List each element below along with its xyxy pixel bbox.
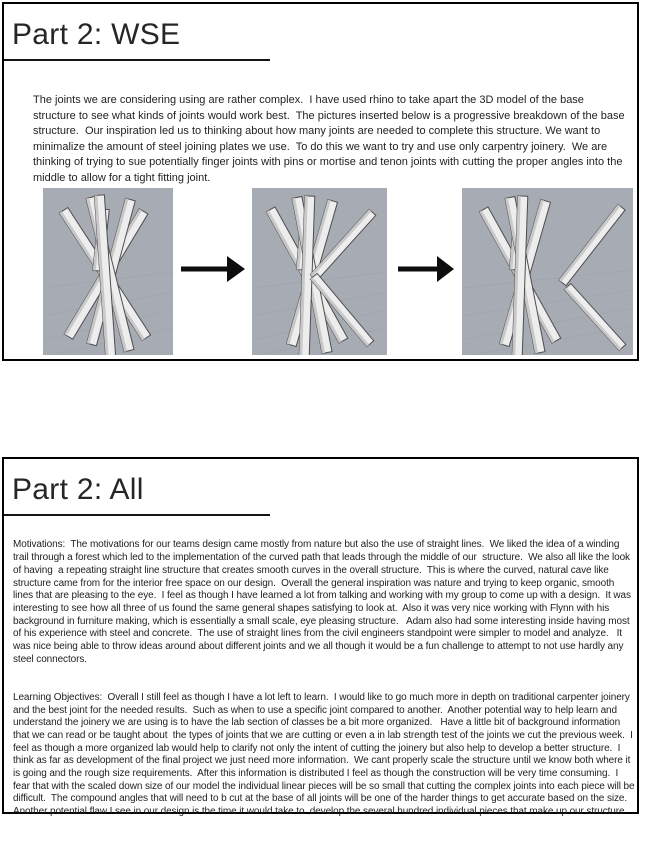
model-figure-row — [4, 4, 637, 359]
rhino-model-stage-3-image — [462, 188, 633, 355]
rhino-model-viewport-2 — [252, 188, 387, 355]
slide-wse — [2, 2, 639, 361]
slide-title-wse: Part 2: WSE — [12, 18, 181, 51]
rhino-model-viewport-1 — [43, 188, 173, 355]
arrow-right-icon — [181, 256, 245, 287]
rhino-model-viewport-3 — [462, 188, 633, 355]
slide-title-all: Part 2: All — [12, 473, 144, 506]
all-body-text — [13, 514, 638, 844]
learning-objectives-paragraph: Learning Objectives: Overall I still feel as though I have a lot left to learn. I would like to go much more in depth on traditional carpenter joinery and the best joint for the needed results. Such as when to use a specific joint compared to another. Another potential way to help learn and understand the joinery we are using is to have the lab section of classes be a bit more organized. Have a little bit of background information that we can read or be taught about the types of joints that we are cutting or even a in lab strength test of the joints we cut the previous week. I feel as though a more organized lab would help to clarify not only the intent of cutting the joinery but also help to develop a better structure. I think as far as development of the final project we just need more information. We cant properly scale the structure until we know both where it is going and the rough size requirements. After this information is distributed I feel as though the construction will be very time consuming. I fear that with the scaled down size of our model the individual linear pieces will be so small that cutting the complex joints into each piece will be difficult. The compound angles that will need to b cut at the base of all joints will be one of the harder things to get accurate based on the size. Another potential flaw I see in our design is the time it would take to develop the several hundred individual pieces that make up our structure. — [13, 691, 638, 818]
wse-body-paragraph: The joints we are considering using are rather complex. I have used rhino to take apart the 3D model of the base structure to see what kinds of joints would work best. The pictures inserted below is a progressive breakdown of the base structure. Our inspiration led us to thinking about how many joints are needed to complete this structure. We want to minimalize the amount of steel joining plates we use. To do this we want to try and use only carpentry joinery. We are thinking of trying to sue potentially finger joints with pins or mortise and tenon joints with cutting the proper angles into the middle to allow for a tight fitting joint. — [33, 94, 628, 184]
rhino-model-stage-1-image — [43, 188, 173, 355]
slide-all — [2, 457, 639, 818]
motivations-paragraph: Motivations: The motivations for our teams design came mostly from nature but also the use of straight lines. We liked the idea of a winding trail through a forest which led to the implementation of the curved path that leads through the middle of our structure. We also all like the look of having a repeating straight line structure that creates smooth curves in the overall structure. This is where the curved, natural cave like structure came from for the interior free space on our design. Overall the general inspiration was nature and trying to keep organic, smooth lines that are pleasing to the eye. I feel as though I have learned a lot from talking and working with my group to come up with a design. It was interesting to see how all three of us found the same general shapes satisfying to look at. Also it was very nice working with Flynn with his background in furniture making, which is essentially a small scale, eye pleasing structure. Adam also had some interesting inside having most of his experience with steel and concrete. The use of straight lines from the civil engineers standpoint were simpler to model and analyze. It was nice being able to throw ideas around about different joints and we all though it would be a fun challenge to attempt to not use hardly any steel connectors. — [13, 539, 634, 665]
rhino-model-stage-2-image — [252, 188, 387, 355]
arrow-right-icon — [398, 256, 454, 287]
